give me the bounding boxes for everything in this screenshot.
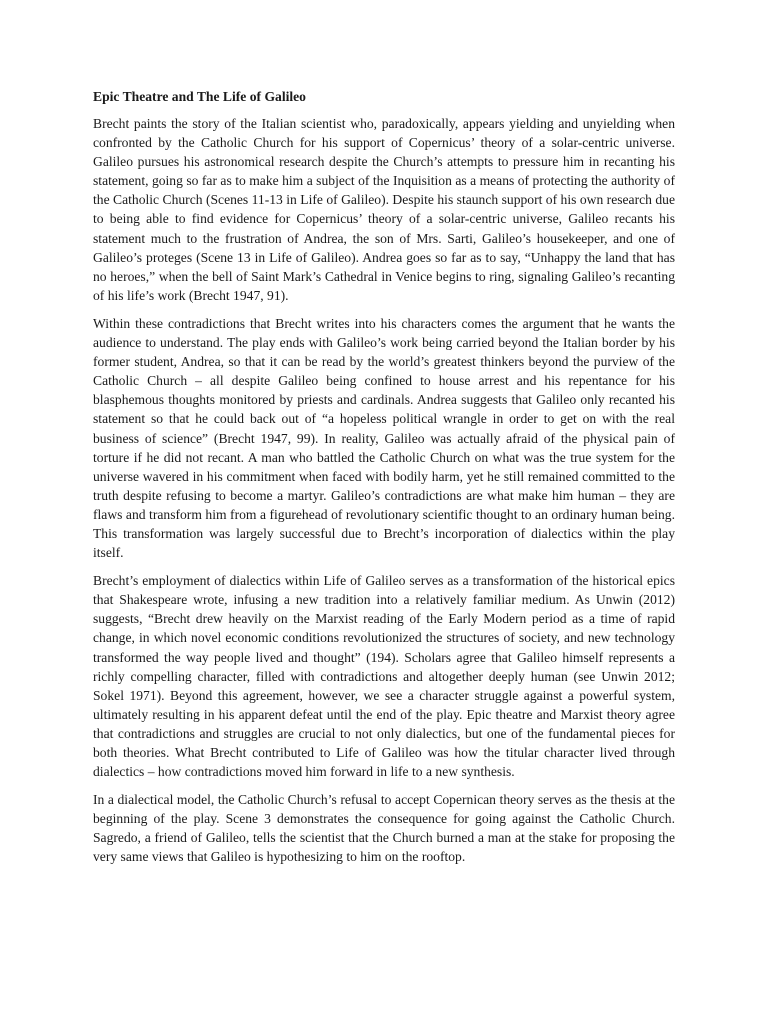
document-page bbox=[93, 87, 675, 876]
paragraph-3: Brecht’s employment of dialectics within Life of Galileo serves as a transformation of the historical epics that Shakespeare wrote, infusing a new tradition into a relatively familiar medium. As Unwin (2012) suggests, “Brecht drew heavily on the Marxist reading of the Early Modern period as a time of rapid change, in which novel economic conditions revolutionized the structures of society, and new technology transformed the way people lived and thought” (194). Scholars agree that Galileo himself represents a richly compelling character, filled with contradictions and altogether deeply human (see Unwin 2012; Sokel 1971). Beyond this agreement, however, we see a character struggle against a powerful system, ultimately resulting in his apparent defeat until the end of the play. Epic theatre and Marxist theory agree that contradictions and struggles are crucial to not only dialectics, but one of the fundamental pieces for both theories. What Brecht contributed to Life of Galileo was how the titular character lived through dialectics – how contradictions moved him forward in life to a new synthesis. bbox=[93, 573, 675, 780]
document-title: Epic Theatre and The Life of Galileo bbox=[93, 89, 306, 104]
paragraph-2: Within these contradictions that Brecht writes into his characters comes the argument that he wants the audience to understand. The play ends with Galileo’s work being carried beyond the Italian border by his former student, Andrea, so that it can be read by the world’s greatest thinkers beyond the purview of the Catholic Church – all despite Galileo being confined to house arrest and his repentance for his blasphemous thoughts monitored by priests and cardinals. Andrea suggests that Galileo only recanted his statement so that he could back out of “a hopeless political wrangle in order to get on with the real business of science” (Brecht 1947, 99). In reality, Galileo was actually afraid of the physical pain of torture if he did not recant. A man who battled the Catholic Church on what was the true system for the universe wavered in his commitment when faced with bodily harm, yet he still remained committed to the truth despite refusing to become a martyr. Galileo’s contradictions are what make him human – they are flaws and transform him from a figurehead of revolutionary scientific thought to an ordinary human being. This transformation was largely successful due to Brecht’s incorporation of dialectics within the play itself. bbox=[93, 315, 675, 561]
paragraph-4: In a dialectical model, the Catholic Church’s refusal to accept Copernican theory serves as the thesis at the beginning of the play. Scene 3 demonstrates the consequence for going against the Catholic Church. Sagredo, a friend of Galileo, tells the scientist that the Church burned a man at the stake for proposing the very same views that Galileo is hypothesizing to him on the rooftop. bbox=[93, 792, 675, 865]
paragraph-1: Brecht paints the story of the Italian scientist who, paradoxically, appears yielding and unyielding when confronted by the Catholic Church for his support of Copernicus’ theory of a solar-centric universe. Galileo pursues his astronomical research despite the Church’s attempts to pressure him in recanting his statement, going so far as to make him a subject of the Inquisition as a means of protecting the authority of the Catholic Church (Scenes 11-13 in Life of Galileo). Despite his staunch support of his own research due to being able to find evidence for Copernicus’ theory of a solar-centric universe, Galileo recants his statement much to the frustration of Andrea, the son of Mrs. Sarti, Galileo’s housekeeper, and one of Galileo’s proteges (Scene 13 in Life of Galileo). Andrea goes so far as to say, “Unhappy the land that has no heroes,” when the bell of Saint Mark’s Cathedral in Venice begins to ring, signaling Galileo’s recanting of his life’s work (Brecht 1947, 91). bbox=[93, 116, 675, 303]
